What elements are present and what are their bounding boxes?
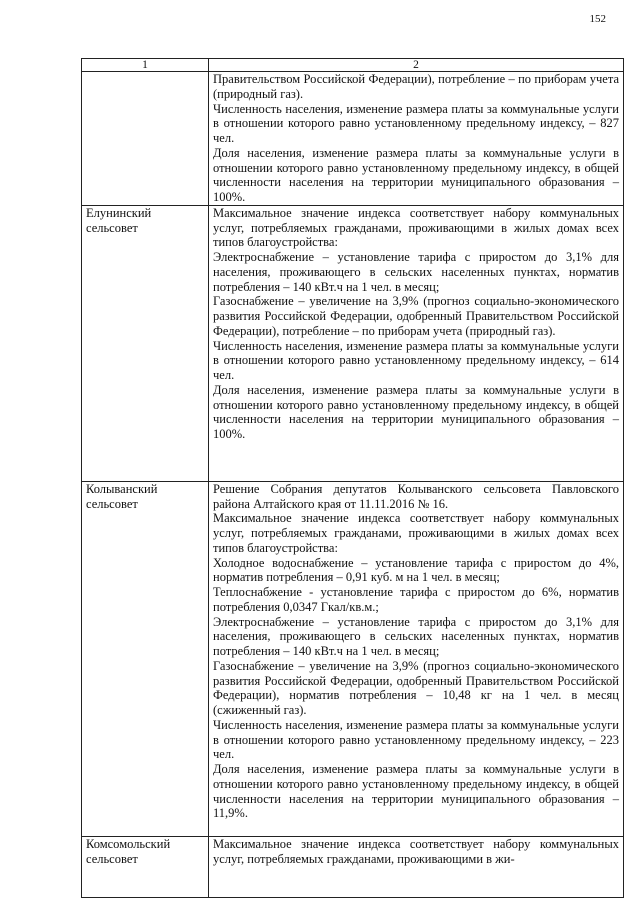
description-paragraph: Доля населения, изменение размера платы за коммунальные услуги в отношении которого равно установленному предельному индексу, в общей численности населения на территории муниципального образования – 100%. — [213, 382, 619, 441]
description-paragraph: Газоснабжение – увеличение на 3,9% (прогноз социально-экономического развития Российской Федерации, одобренный Правительством Российской Федерации), потребление – по приборам учета (природный газ). — [213, 294, 619, 338]
description-paragraph: Газоснабжение – увеличение на 3,9% (прогноз социально-экономического развития Российской Федерации, одобренный Правительством Российской Федерации), норматив потребления – 10,48 кг на 1 чел. в месяц (сжиженный газ). — [213, 658, 619, 717]
municipality-name-cell: Елунинский сельсовет — [82, 205, 209, 481]
description-paragraph: Электроснабжение – установление тарифа с приростом до 3,1% для населения, проживающего в сельских населенных пунктах, норматив потребления – 140 кВт.ч на 1 чел. в месяц; — [213, 614, 619, 658]
description-paragraph: Правительством Российской Федерации), потребление – по приборам учета (природный газ). — [213, 72, 619, 101]
table-row — [82, 481, 624, 836]
municipality-name-cell: Колыванский сельсовет — [82, 481, 209, 836]
description-paragraph: Максимальное значение индекса соответствует набору коммунальных услуг, потребляемых гражданами, проживающими в жилых домах всех типов благоустройства: — [213, 511, 619, 555]
description-paragraph: Максимальное значение индекса соответствует набору коммунальных услуг, потребляемых гражданами, проживающими в жи- — [213, 836, 619, 866]
description-paragraph: Доля населения, изменение размера платы за коммунальные услуги в отношении которого равно установленному предельному индексу, в общей численности населения на территории муниципального образования – 11,9%. — [213, 762, 619, 821]
page-number: 152 — [589, 13, 606, 25]
description-paragraph: Численность населения, изменение размера платы за коммунальные услуги в отношении которого равно установленному предельному индексу, – 614 чел. — [213, 338, 619, 382]
description-paragraph: Решение Собрания депутатов Колыванского сельсовета Павловского района Алтайского края от 11.11.2016 № 16. — [213, 481, 619, 511]
description-paragraph: Холодное водоснабжение – установление тарифа с приростом до 4%, норматив потребления – 0,91 куб. м на 1 чел. в месяц; — [213, 555, 619, 585]
column-header-2: 2 — [209, 59, 624, 72]
table-row — [82, 72, 624, 206]
description-paragraph: Теплоснабжение - установление тарифа с приростом до 6%, норматив потребления 0,0347 Гкал/кв.м.; — [213, 585, 619, 614]
table-row — [82, 205, 624, 481]
table-row — [82, 836, 624, 897]
municipality-name-cell — [82, 72, 209, 206]
description-cell — [209, 72, 624, 206]
description-paragraph: Электроснабжение – установление тарифа с приростом до 3,1% для населения, проживающего в сельских населенных пунктах, норматив потребления – 140 кВт.ч на 1 чел. в месяц; — [213, 250, 619, 294]
municipal-index-table — [81, 58, 624, 898]
column-header-1: 1 — [82, 59, 209, 72]
description-cell — [209, 205, 624, 481]
description-cell — [209, 836, 624, 897]
description-cell — [209, 481, 624, 836]
description-paragraph: Максимальное значение индекса соответствует набору коммунальных услуг, потребляемых гражданами, проживающими в жилых домах всех типов благоустройства: — [213, 205, 619, 250]
description-paragraph: Численность населения, изменение размера платы за коммунальные услуги в отношении которого равно установленному предельному индексу, – 223 чел. — [213, 717, 619, 762]
description-paragraph: Доля населения, изменение размера платы за коммунальные услуги в отношении которого равно установленному предельному индексу, в общей численности населения на территории муниципального образования – 100%. — [213, 145, 619, 204]
table-header-row — [82, 59, 624, 72]
description-paragraph: Численность населения, изменение размера платы за коммунальные услуги в отношении которого равно установленному предельному индексу, – 827 чел. — [213, 101, 619, 145]
municipality-name-cell: Комсомольский сельсовет — [82, 836, 209, 897]
